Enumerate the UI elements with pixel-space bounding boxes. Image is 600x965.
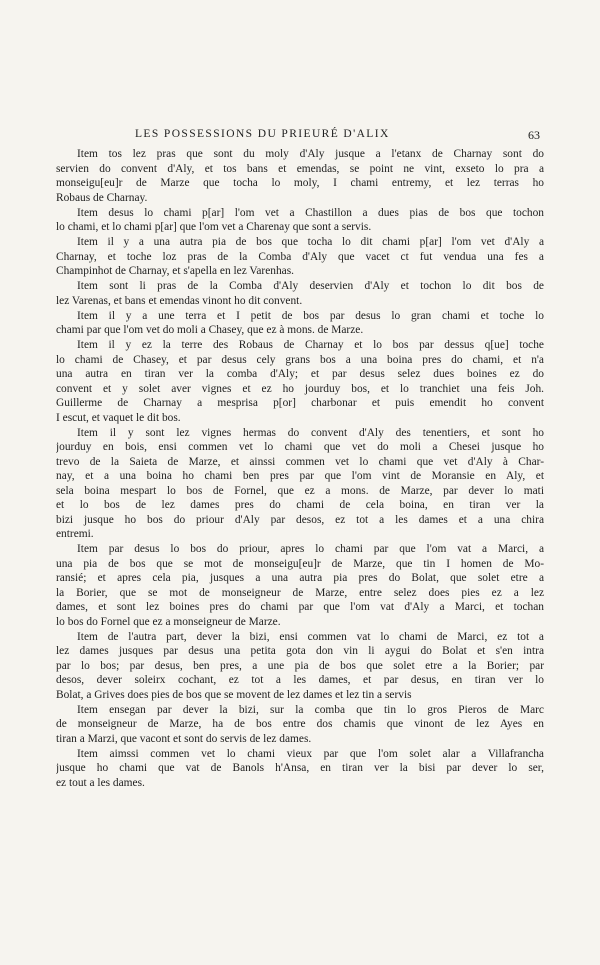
- text-line: nay, et a una boina ho chami ben pres par que l'om vint de Moransie en Aly, et: [56, 470, 544, 482]
- text-line: Guillerme de Charnay a mesprisa p[or] charbonar et puis emendit ho convent: [56, 397, 544, 409]
- paragraph: [56, 542, 544, 629]
- paragraph: [56, 309, 544, 338]
- body-text: [56, 147, 544, 791]
- text-line: Item desus lo chami p[ar] l'om vet a Chastillon a dues pias de bos que tochon: [77, 206, 544, 219]
- text-line: Item il y a una autra pia de bos que tocha lo dit chami p[ar] l'om vet d'Aly a: [77, 236, 544, 248]
- text-line: par lo bos; par desus, ben pres, a une pia de bos que solet etre a la Borier; par: [56, 659, 544, 672]
- text-line: Item de l'autra part, dever la bizi, ensi commen vat lo chami de Marci, ez tot a: [77, 630, 544, 643]
- text-line: la Borier, que se mot de monseigneur de Marze, entre selez does pies ez a lez: [56, 586, 544, 599]
- paragraph: [56, 279, 544, 308]
- text-line: una pia de bos que se mot de monseigu[eu]r de Marze, que tin I homen de Mo-: [56, 557, 544, 570]
- text-line: bizi jusque ho bos do priour d'Aly par desos, ez tot a les dames et a una chira: [56, 513, 544, 526]
- paragraph: [56, 703, 544, 747]
- paragraph: [56, 338, 544, 425]
- text-line: Charnay, et toche loz pras de la Comba d'Aly que vacet ct fut vendua una fes a: [56, 250, 544, 263]
- text-line: lez Varenas, et bans et emendas vinont ho dit convent.: [56, 294, 303, 307]
- text-line: Item il y ez la terre des Robaus de Charnay et lo bos par dessus q[ue] toche: [77, 339, 544, 351]
- text-line: de monseigneur de Marze, ha de bos entre dos chamis que vinont de lez Ayes en: [56, 718, 544, 730]
- text-line: lo chami, et lo chami p[ar] que l'om vet a Charenay que sont a servis.: [56, 221, 372, 233]
- text-line: Item tos lez pras que sont du moly d'Aly jusque a l'etanx de Charnay sont do: [77, 148, 544, 160]
- text-line: trevo de la Saieta de Marze, et ainssi commen vet lo chami que vet d'Aly à Char-: [56, 455, 544, 468]
- text-line: Item sont li pras de la Comba d'Aly deservien d'Aly et tochon lo dit bos de: [77, 280, 544, 292]
- page-header: [75, 128, 540, 146]
- text-line: dames, et sont lez boines pres do chami par que l'om vat d'Aly a Marci, et tochan: [56, 601, 544, 613]
- paragraph: [56, 235, 544, 279]
- text-line: chami par que l'om vet do moli a Chasey, que ez à mons. de Marze.: [56, 324, 364, 336]
- text-line: Item par desus lo bos do priour, apres lo chami par que l'om vat a Marci, a: [77, 543, 544, 555]
- text-line: Robaus de Charnay.: [56, 191, 148, 204]
- text-line: lez dames jusques par desus una petita gota don vin li aygui do Bolat et s'en intra: [56, 645, 544, 657]
- text-line: Item il y sont lez vignes hermas do convent d'Aly des tenentiers, et sont ho: [77, 426, 544, 439]
- text-line: et lo bos de lez dames pres do chami de cela boina, en tiran ver la: [56, 499, 544, 511]
- text-line: una autra en tiran ver la comba d'Aly; et par desus selez dues boines ez do: [56, 368, 544, 380]
- paragraph: [56, 630, 544, 703]
- text-line: jusque ho chami que vat de Banols h'Ansa, en tiran ver la bisi par dever lo ser,: [56, 762, 544, 774]
- text-line: I escut, et vaquet le dit bos.: [56, 411, 181, 424]
- text-line: entremi.: [56, 528, 94, 540]
- text-line: monseigu[eu]r de Marze que tocha lo moly, I chami entremy, et lez terras ho: [56, 177, 544, 189]
- paragraph: [56, 747, 544, 791]
- text-line: Champinhot de Charnay, et s'apella en lez Varenhas.: [56, 265, 295, 277]
- text-line: Item ensegan par dever la bizi, sur la comba que tin lo gros Pieros de Marc: [77, 703, 544, 716]
- text-line: jourduy en bois, ensi commen vet lo chami que vet do moli a Chesei jusque ho: [56, 441, 544, 453]
- text-line: ransié; et apres cela pia, jusques a una autra pia pres do Bolat, que solet etre a: [56, 572, 544, 584]
- text-line: ez tout a les dames.: [56, 776, 145, 789]
- paragraph: [56, 147, 544, 205]
- paragraph: [56, 206, 544, 235]
- running-title: LES POSSESSIONS DU PRIEURÉ D'ALIX: [135, 128, 390, 140]
- text-line: Bolat, a Grives does pies de bos que se movent de lez dames et lez tin a servis: [56, 688, 412, 701]
- text-line: tiran a Marzi, que vacont et sont do servis de lez dames.: [56, 732, 312, 745]
- text-line: Item aimssi commen vet lo chami vieux par que l'om solet alar a Villafrancha: [77, 747, 544, 760]
- text-line: lo chami de Chasey, et par desus cely grans bos a una boina pres do chami, et n'a: [56, 353, 544, 366]
- text-line: desos, dever soleirx cochant, ez tot a les dames, et par desus, en tiran ver lo: [56, 674, 544, 686]
- text-line: sela boina mespart lo bos de Fornel, que ez a mons. de Marze, par dever lo mati: [56, 484, 544, 497]
- text-line: lo bos do Fornel que ez a monseigneur de Marze.: [56, 615, 281, 628]
- paragraph: [56, 426, 544, 542]
- page-number: 63: [528, 128, 540, 142]
- text-line: Item il y a une terra et I petit de bos par desus lo gran chami et toche lo: [77, 309, 544, 322]
- text-line: servien do convent d'Aly, et tos bans et emendas, se point ne vint, exseto lo pra a: [56, 162, 544, 175]
- text-line: convent et y solet aver vignes et ez ho jourduy bos, et lo tranchiet una feis Joh.: [56, 382, 544, 395]
